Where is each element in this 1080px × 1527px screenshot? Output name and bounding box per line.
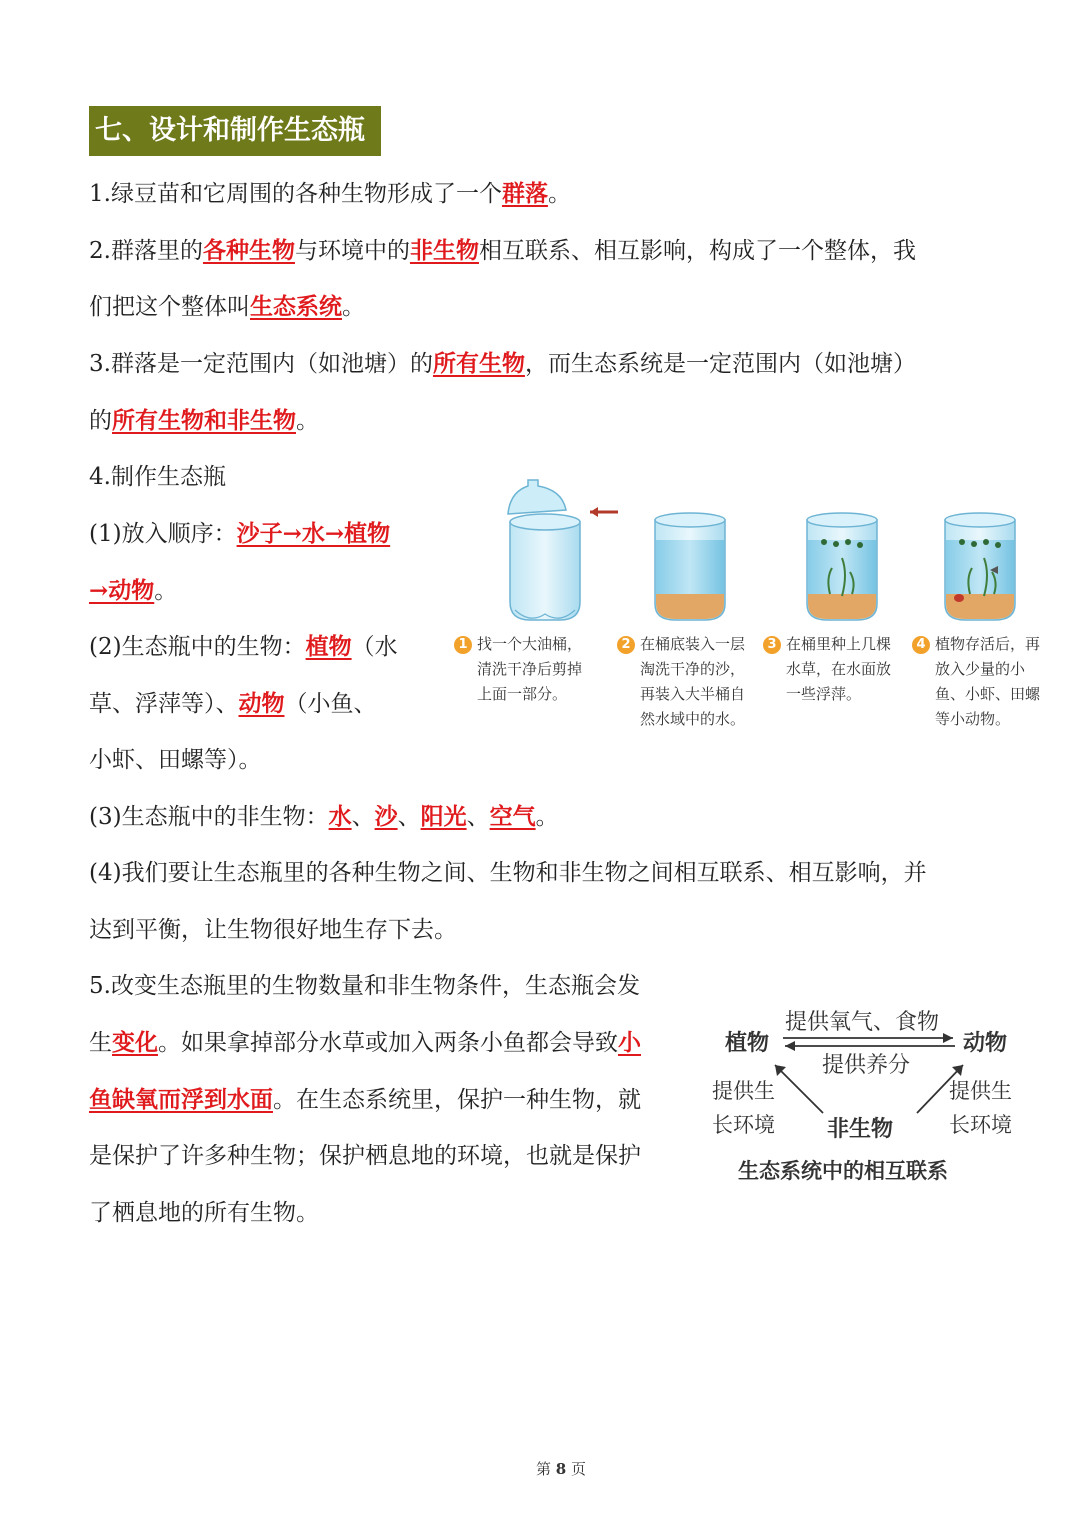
text: (1)放入顺序：: [89, 521, 237, 547]
living-line-2: [89, 689, 377, 719]
key-term: 所有生物: [432, 350, 525, 377]
key-term: 阳光: [420, 803, 467, 830]
text: (2)生态瓶中的生物：: [89, 634, 306, 660]
caption-line: 上面一部分。: [477, 685, 568, 703]
step-caption-1: [454, 632, 582, 707]
bottle-step-3: [807, 513, 877, 620]
bottle-step-1: [508, 480, 618, 620]
key-term: 动物: [238, 690, 285, 717]
key-term: →动物: [89, 577, 155, 604]
text: 。如果拿掉部分水草或加入两条小鱼都会导致: [158, 1030, 618, 1056]
caption-line: 放入少量的小: [935, 660, 1026, 678]
text: 2.群落里的: [89, 238, 203, 264]
text: 、: [351, 804, 375, 830]
label-line: 提供生: [949, 1079, 1012, 1103]
text: 、: [466, 804, 490, 830]
text: 生: [89, 1030, 112, 1056]
diagram-caption: 生态系统中的相互联系: [738, 1159, 948, 1183]
paragraph-5-line-1: 5.改变生态瓶里的生物数量和非生物条件，生态瓶会发: [89, 973, 640, 999]
paragraph-5-line-4: 是保护了许多种生物；保护栖息地的环境，也就是保护: [89, 1143, 641, 1169]
text: 的: [89, 408, 112, 434]
text: 草、浮萍等）、: [89, 691, 239, 717]
paragraph-5-line-2: [89, 1028, 641, 1058]
paragraph-4-heading: 4.制作生态瓶: [89, 464, 226, 490]
key-term: 群落: [501, 180, 548, 207]
caption-line: 等小动物。: [935, 710, 1011, 728]
label-nutrients: 提供养分: [822, 1053, 911, 1078]
caption-line: 植物存活后，再: [935, 635, 1041, 653]
paragraph-5-line-3: [89, 1085, 641, 1115]
caption-line: 找一个大油桶，: [477, 635, 583, 653]
key-term: 变化: [112, 1029, 158, 1056]
text: （小鱼、: [284, 691, 377, 717]
caption-line: 在桶底装入一层: [640, 635, 746, 653]
text: 页: [571, 1460, 587, 1478]
paragraph-2-line-2: [89, 292, 365, 322]
order-line-1: [89, 519, 390, 549]
step-caption-2: [617, 632, 745, 732]
balance-line-2: 达到平衡，让生物很好地生存下去。: [89, 917, 457, 943]
order-line-2: [89, 576, 177, 606]
paragraph-3-line-1: [89, 349, 916, 379]
key-term: 各种生物: [202, 237, 295, 264]
caption-line: 清洗干净后剪掉: [477, 660, 583, 678]
key-term: 植物: [305, 633, 352, 660]
text: 、: [397, 804, 421, 830]
key-term: 小: [618, 1029, 641, 1056]
text: 与环境中的: [294, 238, 410, 264]
caption-line: 鱼、小虾、田螺: [935, 685, 1041, 703]
label-line: 长环境: [949, 1113, 1012, 1137]
living-line-3: 小虾、田螺等）。: [89, 747, 262, 773]
text: 相互联系、相互影响，构成了一个整体，我: [478, 238, 916, 264]
key-term: 生态系统: [250, 293, 342, 320]
text: 。: [535, 804, 559, 830]
text: （水: [351, 634, 398, 660]
balance-line-1: (4)我们要让生态瓶里的各种生物之间、生物和非生物之间相互联系、相互影响，并: [89, 860, 927, 886]
text: 。: [296, 408, 319, 434]
paragraph-3-line-2: [89, 406, 319, 436]
text: (3)生态瓶中的非生物：: [89, 804, 329, 830]
key-term: 水: [328, 803, 352, 830]
caption-line: 淘洗干净的沙，: [640, 660, 746, 678]
paragraph-1: [89, 179, 571, 209]
arrow-nonliving-to-plants: [775, 1065, 823, 1113]
eco-bottle-steps-illustration: [470, 474, 1060, 634]
caption-line: 再装入大半桶自: [640, 685, 746, 703]
label-line: 提供生: [712, 1079, 775, 1103]
text: 1.绿豆苗和它周围的各种生物形成了一个: [89, 181, 502, 207]
caption-line: 一些浮萍。: [786, 685, 862, 703]
step-number-badge: 1: [454, 636, 472, 654]
paragraph-5-line-5: 了栖息地的所有生物。: [89, 1200, 319, 1226]
text: ，而生态系统是一定范围内（如池塘）: [524, 351, 916, 377]
text: 。: [547, 181, 571, 207]
page-number: [536, 1458, 586, 1479]
label-line: 长环境: [712, 1113, 775, 1137]
section-title: 七、设计和制作生态瓶: [89, 106, 381, 156]
step-number-badge: 3: [763, 636, 781, 654]
label-habitat-right: [949, 1074, 1012, 1142]
living-line-1: [89, 632, 398, 662]
bottle-step-2: [655, 513, 725, 620]
node-nonliving: 非生物: [827, 1117, 894, 1142]
key-term: 所有生物和非生物: [112, 407, 296, 434]
key-term: 沙子→水→植物: [236, 520, 391, 547]
nonliving-line: [89, 802, 559, 832]
paragraph-2-line-1: [89, 236, 916, 266]
text: 3.群落是一定范围内（如池塘）的: [89, 351, 433, 377]
step-caption-3: [763, 632, 891, 707]
page-number-value: 8: [555, 1460, 567, 1478]
key-term: 空气: [489, 803, 536, 830]
caption-line: 然水域中的水。: [640, 710, 746, 728]
node-animals: 动物: [963, 1031, 1008, 1056]
caption-line: 水草，在水面放: [786, 660, 892, 678]
step-number-badge: 4: [912, 636, 930, 654]
label-habitat-left: [712, 1074, 775, 1142]
key-term: 鱼缺氧而浮到水面: [89, 1086, 273, 1113]
label-oxygen-food: 提供氧气、食物: [785, 1010, 940, 1035]
text: 。在生态系统里，保护一种生物，就: [273, 1087, 641, 1113]
step-caption-4: [912, 632, 1040, 732]
key-term: 沙: [374, 803, 398, 830]
node-plants: 植物: [725, 1031, 770, 1056]
text: 。: [154, 578, 178, 604]
text: 。: [342, 294, 365, 320]
text: 们把这个整体叫: [89, 294, 250, 320]
bottle-step-4: [945, 513, 1015, 620]
caption-line: 在桶里种上几棵: [786, 635, 892, 653]
text: 第: [536, 1460, 552, 1478]
key-term: 非生物: [409, 237, 479, 264]
step-number-badge: 2: [617, 636, 635, 654]
